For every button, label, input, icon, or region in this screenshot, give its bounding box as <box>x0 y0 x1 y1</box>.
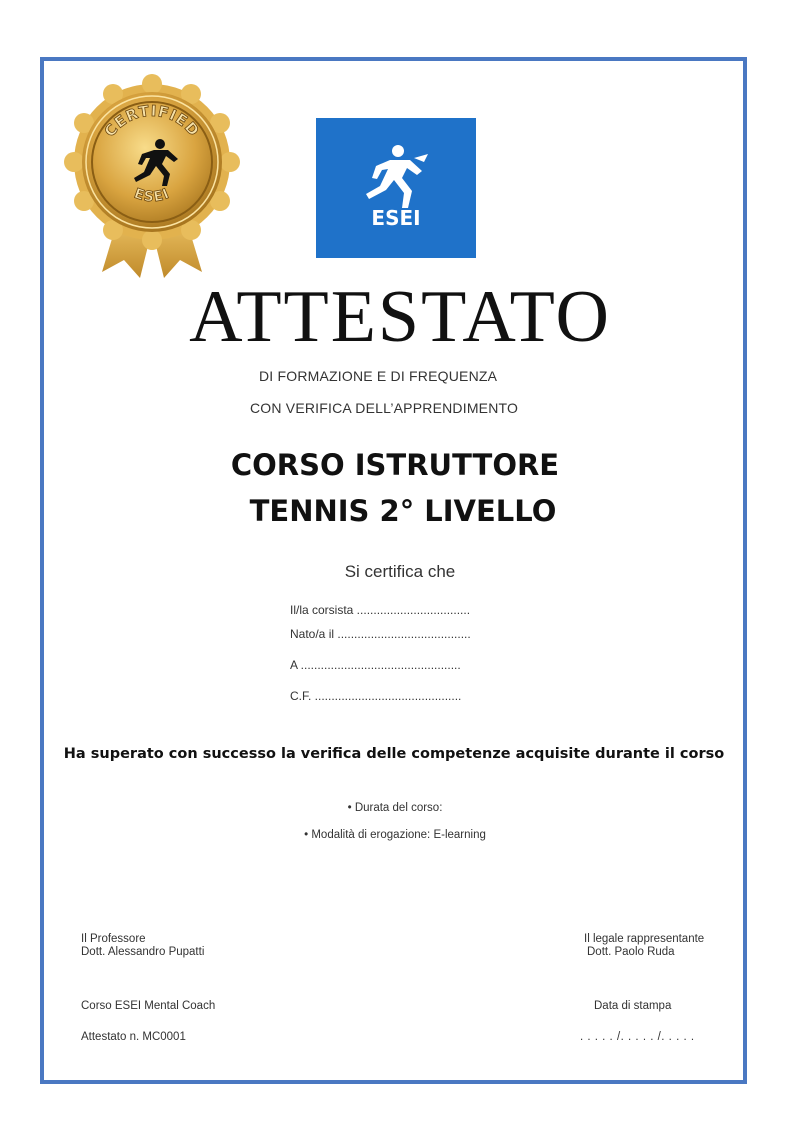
field-luogo: A ................................................ <box>290 658 461 672</box>
svg-text:ESEI: ESEI <box>371 206 421 230</box>
legal-rep-role: Il legale rappresentante <box>584 933 705 945</box>
certified-seal-icon <box>62 72 242 287</box>
svg-text:ESEI: ESEI <box>132 185 173 206</box>
course-title-line2: TENNIS 2° LIVELLO <box>249 494 557 528</box>
print-date-label: Data di stampa <box>594 1000 672 1012</box>
course-duration: • Durata del corso: <box>347 802 443 814</box>
professor-role: Il Professore <box>81 933 146 945</box>
course-program-name: Corso ESEI Mental Coach <box>81 1000 216 1012</box>
field-nato: Nato/a il ........................................ <box>290 627 471 641</box>
course-title-line1: CORSO ISTRUTTORE <box>230 448 560 482</box>
subtitle-formazione: DI FORMAZIONE E DI FREQUENZA <box>259 368 498 384</box>
subtitle-verifica: CON VERIFICA DELL’APPRENDIMENTO <box>250 400 519 416</box>
field-codice-fiscale: C.F. ............................................ <box>290 689 462 703</box>
page-title: ATTESTATO <box>189 276 611 358</box>
professor-name: Dott. Alessandro Pupatti <box>81 946 205 958</box>
certification-statement: Si certifica che <box>344 562 456 581</box>
course-modality: • Modalità di erogazione: E-learning <box>304 829 486 841</box>
field-corsista: Il/la corsista .................................. <box>290 603 471 617</box>
passed-statement: Ha superato con successo la verifica delle competenze acquisite durante il corso <box>63 746 725 762</box>
legal-rep-name: Dott. Paolo Ruda <box>587 946 675 958</box>
certificate-number: Attestato n. MC0001 <box>81 1031 186 1043</box>
runner-logo-icon <box>316 118 476 258</box>
esei-logo <box>316 118 476 258</box>
print-date-placeholder: . . . . . /. . . . . /. . . . . <box>580 1031 695 1043</box>
svg-text:CERTIFIED: CERTIFIED <box>100 101 204 141</box>
